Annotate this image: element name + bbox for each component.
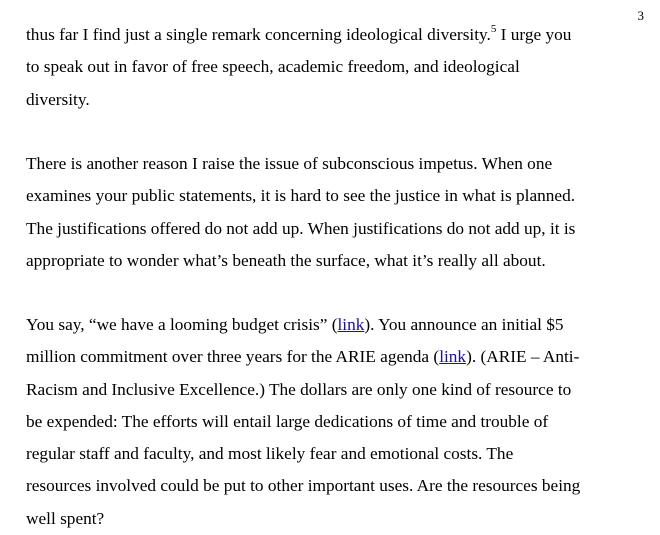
paragraph-ideological-diversity (26, 19, 646, 116)
text-line (26, 309, 646, 341)
text-span: ). You announce an initial $5 (364, 315, 564, 334)
text-line (26, 19, 646, 51)
text-line: to speak out in favor of free speech, academic freedom, and ideological (26, 57, 520, 77)
text-line (26, 341, 646, 373)
text-line: appropriate to wonder what’s beneath the surface, what it’s really all about. (26, 250, 546, 270)
text-line: examines your public statements, it is hard to see the justice in what is planned. (26, 186, 576, 206)
arie-agenda-link[interactable]: link (439, 347, 467, 367)
text-line: diversity. (26, 89, 90, 109)
text-span: I urge you (496, 25, 572, 44)
text-line: Racism and Inclusive Excellence.) The dollars are only one kind of resource to (26, 379, 572, 399)
page-number: 3 (637, 8, 644, 23)
text-line: resources involved could be put to other important uses. Are the resources being (26, 476, 581, 496)
paragraph-subconscious-impetus (26, 148, 646, 277)
text-line: regular staff and faculty, and most likely fear and emotional costs. The (26, 444, 514, 464)
footnote-marker[interactable]: 5 (490, 23, 497, 36)
text-span: thus far I find just a single remark concerning ideological diversity. (26, 25, 491, 44)
budget-crisis-link[interactable]: link (337, 315, 365, 334)
paragraph-budget-crisis (26, 309, 646, 535)
text-line: well spent? (26, 508, 105, 528)
text-line: There is another reason I raise the issue of subconscious impetus. When one (26, 154, 553, 173)
text-span: You say, “we have a looming budget crisis” ( (26, 315, 338, 334)
text-line: The justifications offered do not add up. When justifications do not add up, it is (26, 218, 576, 238)
text-line: be expended: The efforts will entail large dedications of time and trouble of (26, 411, 549, 431)
text-span: ). (ARIE – Anti- (466, 347, 580, 367)
text-span: million commitment over three years for the ARIE agenda ( (26, 347, 440, 367)
